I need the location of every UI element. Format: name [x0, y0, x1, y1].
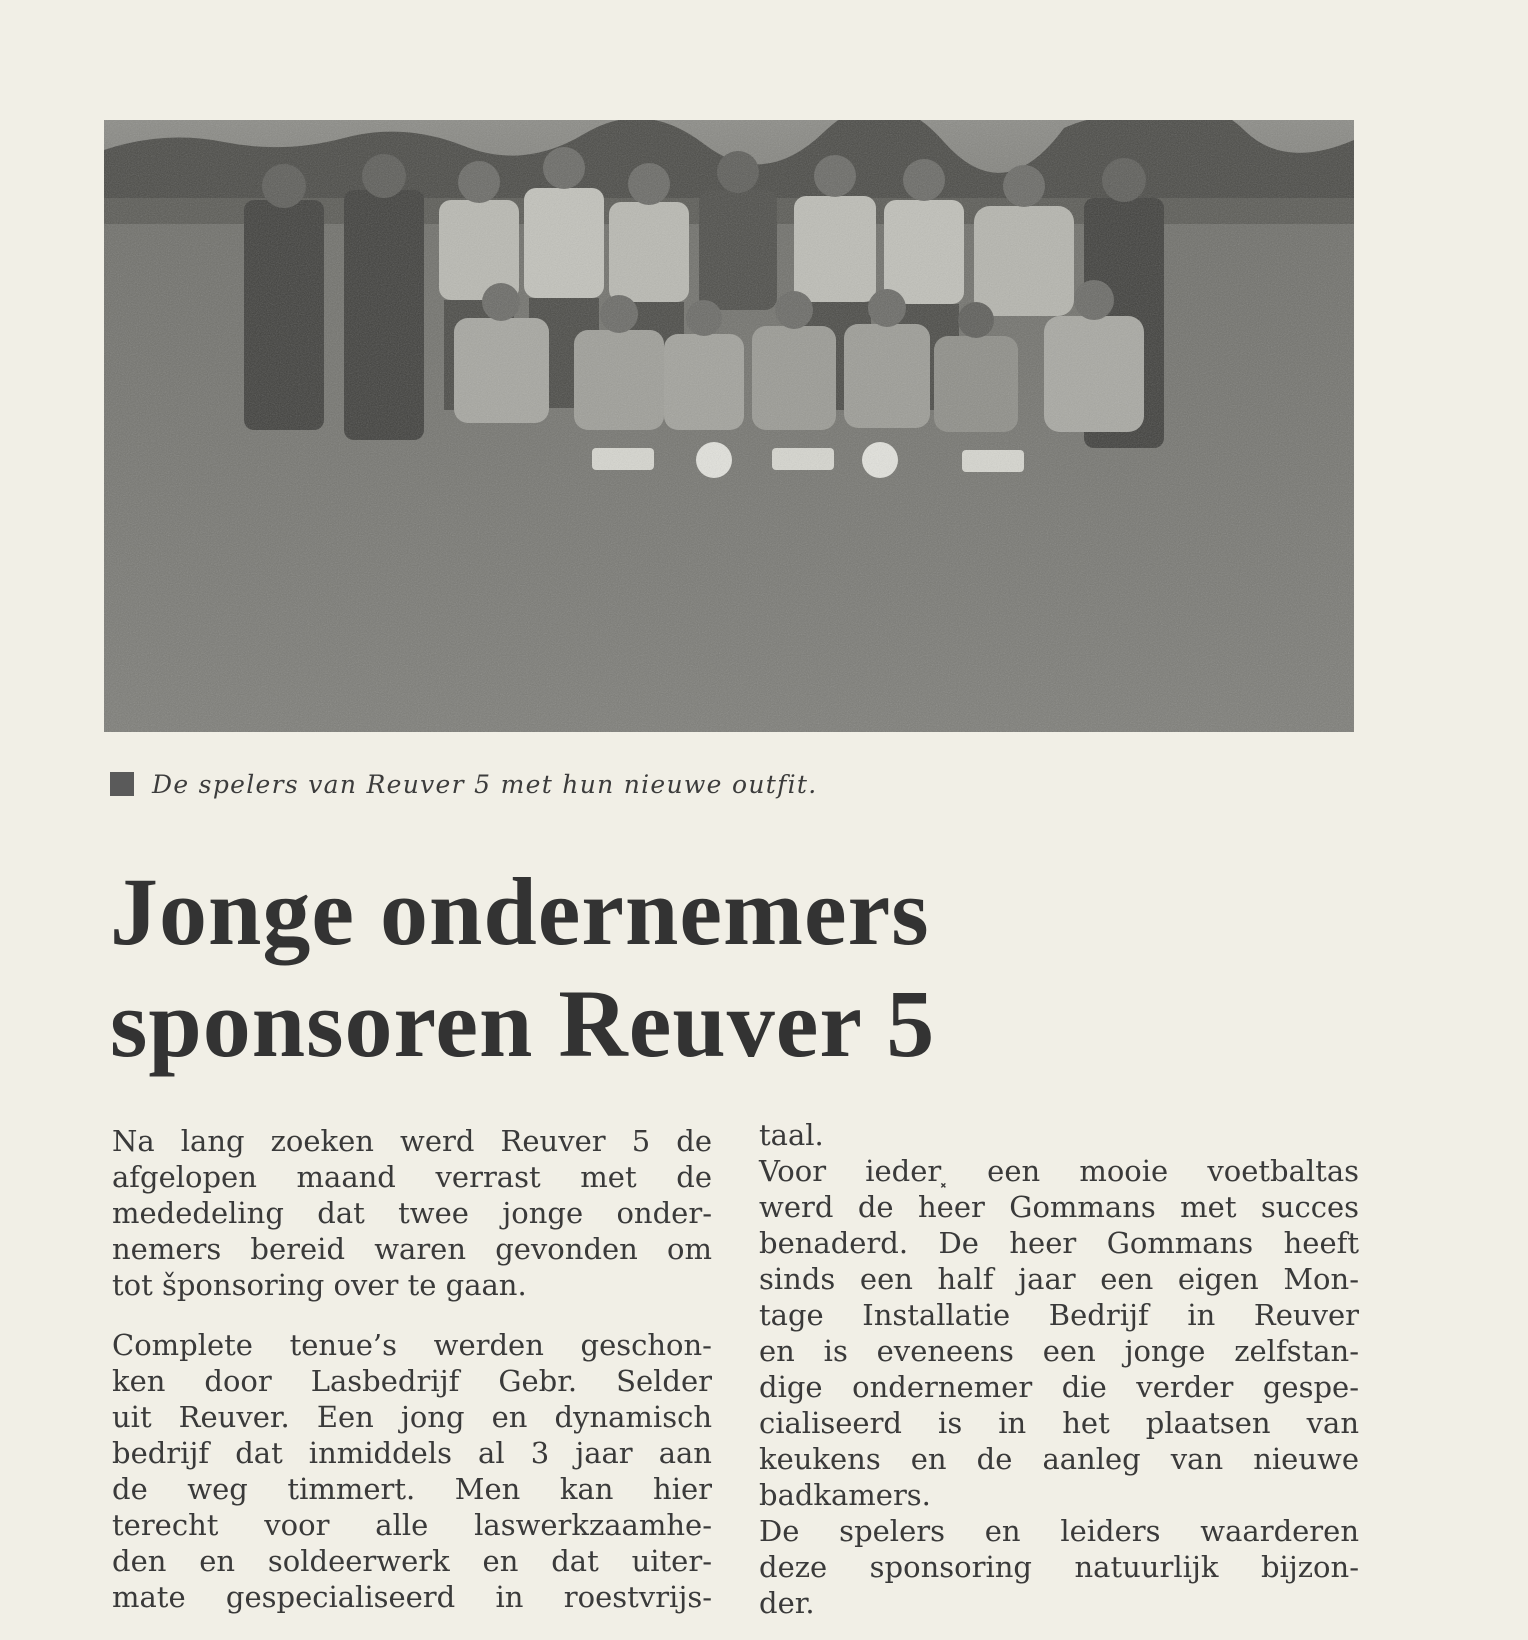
text-line: benaderd. De heer Gommans heeft — [759, 1226, 1359, 1260]
text-line: Voor ieder⸼ een mooie voetbaltas — [759, 1154, 1359, 1188]
text-line: mededeling dat twee jonge onder- — [112, 1196, 712, 1230]
text-line: afgelopen maand verrast met de — [112, 1160, 712, 1194]
text-line: cialiseerd is in het plaatsen van — [759, 1406, 1359, 1440]
photo-caption — [110, 766, 818, 802]
article-paragraph — [759, 1117, 1359, 1153]
article-paragraph — [112, 1123, 712, 1303]
text-line: werd de heer Gommans met succes — [759, 1190, 1359, 1224]
text-line: sinds een half jaar een eigen Mon- — [759, 1262, 1359, 1296]
text-line: terecht voor alle laswerkzaamhe- — [112, 1508, 712, 1542]
team-photo-drawing — [104, 120, 1354, 732]
text-line: badkamers. — [759, 1478, 931, 1512]
text-line: tage Installatie Bedrijf in Reuver — [759, 1298, 1359, 1332]
team-photo — [104, 120, 1354, 732]
text-line: bedrijf dat inmiddels al 3 jaar aan — [112, 1436, 712, 1470]
text-line: der. — [759, 1586, 815, 1620]
caption-square-marker — [110, 772, 134, 796]
text-line: tot šponsoring over te gaan. — [112, 1268, 527, 1302]
headline — [110, 856, 1260, 1080]
article-column-left — [112, 1123, 712, 1615]
text-line: keukens en de aanleg van nieuwe — [759, 1442, 1359, 1476]
text-line: Complete tenue’s werden geschon- — [112, 1328, 712, 1362]
text-line: den en soldeerwerk en dat uiter- — [112, 1544, 712, 1578]
text-line: en is eveneens een jonge zelfstan- — [759, 1334, 1359, 1368]
text-line: taal. — [759, 1118, 824, 1152]
article-paragraph — [759, 1153, 1359, 1513]
text-line: uit Reuver. Een jong en dynamisch — [112, 1400, 712, 1434]
caption-text: De spelers van Reuver 5 met hun nieuwe outfit. — [152, 769, 818, 799]
headline-line-2: sponsoren Reuver 5 — [110, 970, 936, 1077]
text-line: Na lang zoeken werd Reuver 5 de — [112, 1124, 712, 1158]
text-line: ken door Lasbedrijf Gebr. Selder — [112, 1364, 712, 1398]
text-line: nemers bereid waren gevonden om — [112, 1232, 712, 1266]
text-line: de weg timmert. Men kan hier — [112, 1472, 712, 1506]
headline-line-1: Jonge ondernemers — [110, 858, 930, 965]
article-paragraph — [759, 1513, 1359, 1621]
article-column-right — [759, 1118, 1359, 1621]
text-line: mate gespecialiseerd in roestvrijs- — [112, 1580, 712, 1614]
text-line: dige ondernemer die verder gespe- — [759, 1370, 1359, 1404]
text-line: deze sponsoring natuurlijk bijzon- — [759, 1550, 1359, 1584]
article-paragraph — [112, 1327, 712, 1615]
text-line: De spelers en leiders waarderen — [759, 1514, 1359, 1548]
